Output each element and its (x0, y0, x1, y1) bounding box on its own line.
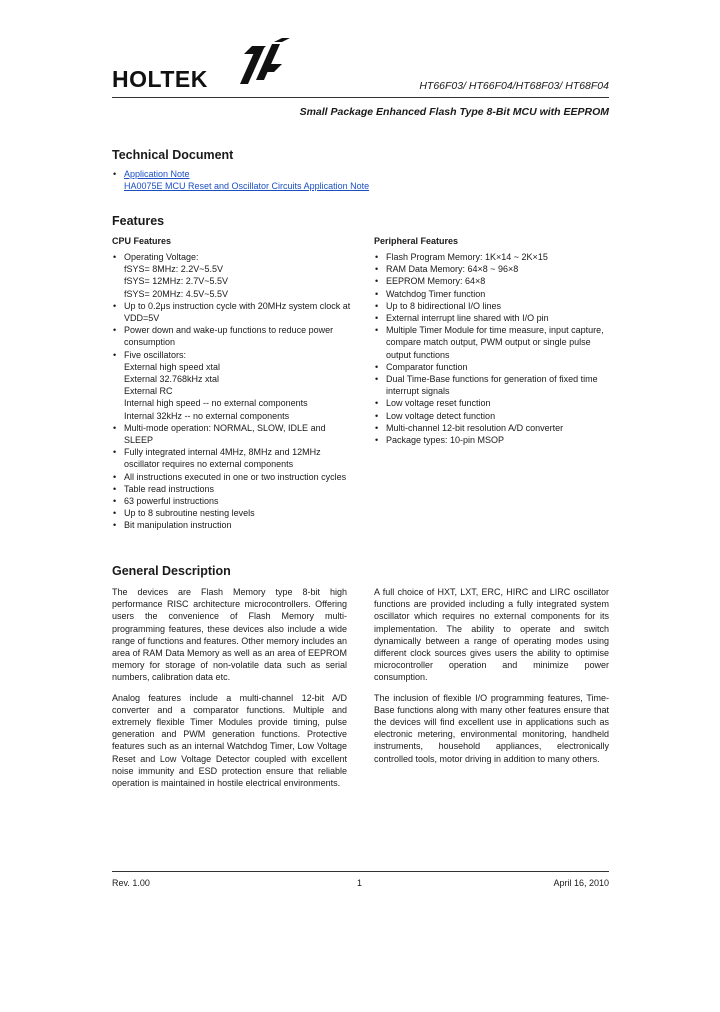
list-item: • Dual Time-Base functions for generation of fixed time interrupt signals (374, 373, 614, 397)
list-item (112, 349, 352, 422)
general-description-title: General Description (112, 564, 231, 578)
feature-subline: fSYS= 20MHz: 4.5V~5.5V (124, 288, 229, 299)
list-item: • Watchdog Timer function (374, 288, 614, 300)
cpu-features-heading: CPU Features (112, 236, 172, 246)
paragraph: A full choice of HXT, LXT, ERC, HIRC and LIRC oscillator functions are provided including a fully integrated system oscillator which requires no external components for its implementation. The ability to operate and switch dynamically between a range of operating modes using different clock sources gives users the ability to optimise microcontroller operation and minimize power consumption. (374, 587, 609, 683)
list-item: • Comparator function (374, 361, 614, 373)
holtek-logo (112, 38, 297, 98)
list-item (112, 251, 352, 300)
features-title: Features (112, 214, 165, 228)
list-item (112, 324, 352, 348)
feature-text: Bit manipulation instruction (124, 520, 232, 531)
feature-subline: External high speed xtal (124, 361, 221, 372)
list-item (112, 495, 352, 507)
list-item (112, 446, 352, 470)
feature-subline: Internal 32kHz -- no external components (124, 410, 290, 421)
feature-subline: External 32.768kHz xtal (124, 374, 220, 385)
paragraph: The devices are Flash Memory type 8-bit high performance RISC architecture microcontrollers. Offering users the convenience of Flash Memory multi-programming features, these devices also include a wide range of functions and features. Other memory includes an area of RAM Data Memory as well as an area of EEPROM memory for storage of non-volatile data such as serial numbers, calibration data etc. (112, 587, 347, 683)
list-item (112, 519, 352, 531)
list-item: • Low voltage detect function (374, 410, 614, 422)
feature-subline: fSYS= 12MHz: 2.7V~5.5V (124, 276, 229, 287)
feature-text: Five oscillators: (124, 349, 187, 360)
peripheral-features-heading: Peripheral Features (374, 236, 459, 246)
document-subtitle: Small Package Enhanced Flash Type 8-Bit MCU with EEPROM (299, 106, 609, 118)
cpu-features-list (112, 251, 352, 532)
paragraph: The inclusion of flexible I/O programming features, Time-Base functions along with many other features ensure that the devices will find excellent use in applications such as electronic metering, environmental monitoring, handheld instruments, household appliances, electronically controlled tools, motor driving in addition to many others. (374, 692, 609, 764)
technical-document-title: Technical Document (112, 148, 234, 162)
document-date: April 16, 2010 (553, 878, 609, 888)
list-item: • Up to 8 bidirectional I/O lines (374, 300, 614, 312)
feature-text: All instructions executed in one or two instruction cycles (124, 471, 347, 482)
peripheral-features-list (374, 251, 614, 446)
general-description-right-column (374, 586, 609, 773)
list-item (112, 422, 352, 446)
header-rule (112, 97, 609, 98)
holtek-mark-icon (230, 38, 292, 86)
feature-text: Up to 8 subroutine nesting levels (124, 508, 255, 519)
feature-text: Table read instructions (124, 483, 215, 494)
ha0075e-link[interactable]: HA0075E MCU Reset and Oscillator Circuits Application Note (124, 181, 370, 191)
feature-text: Up to 0.2μs instruction cycle with 20MHz system clock at VDD=5V (124, 300, 351, 324)
part-numbers: HT66F03/ HT66F04/HT68F03/ HT68F04 (419, 80, 609, 92)
feature-subline: fSYS= 8MHz: 2.2V~5.5V (124, 264, 224, 275)
general-description-left-column (112, 586, 347, 797)
feature-subline: Internal high speed -- no external components (124, 398, 308, 409)
list-item: • Multiple Timer Module for time measure, input capture, compare match output, PWM output or single pulse output functions (374, 324, 614, 361)
footer-rule (112, 871, 609, 872)
application-note-link[interactable]: • Application Note (124, 169, 190, 179)
list-item (112, 168, 512, 192)
list-item: • Flash Program Memory: 1K×14 ~ 2K×15 (374, 251, 614, 263)
feature-text: Fully integrated internal 4MHz, 8MHz and 12MHz oscillator requires no external components (124, 447, 321, 470)
revision: Rev. 1.00 (112, 878, 150, 888)
list-item: • Low voltage reset function (374, 397, 614, 409)
list-item: • Multi-channel 12-bit resolution A/D converter (374, 422, 614, 434)
list-item (112, 471, 352, 483)
page-number: 1 (357, 878, 363, 888)
list-item: • RAM Data Memory: 64×8 ~ 96×8 (374, 263, 614, 275)
paragraph: Analog features include a multi-channel 12-bit A/D converter and a comparator functions. Multiple and extremely flexible Timer Modules provide timing, pulse generation and PWM generation functions. Protective features such as an internal Watchdog Timer, Low Voltage Reset and Low Voltage Detector coupled with excellent noise immunity and ESD protection ensure that reliable operation is maintained in hostile electrical environments. (112, 692, 347, 789)
feature-text: Power down and wake-up functions to reduce power consumption (124, 325, 334, 348)
logo-text: HOLTEK (112, 66, 208, 92)
technical-document-list (112, 168, 512, 192)
list-item: • External interrupt line shared with I/O pin (374, 312, 614, 324)
list-item (112, 507, 352, 519)
list-item (112, 300, 352, 324)
feature-subline: External RC (124, 386, 173, 397)
feature-text: Operating Voltage: (124, 252, 199, 262)
list-item (112, 483, 352, 495)
feature-text: 63 powerful instructions (124, 496, 219, 507)
feature-text: Multi-mode operation: NORMAL, SLOW, IDLE and SLEEP (124, 422, 326, 446)
list-item: • EEPROM Memory: 64×8 (374, 275, 614, 287)
list-item: • Package types: 10-pin MSOP (374, 434, 614, 446)
